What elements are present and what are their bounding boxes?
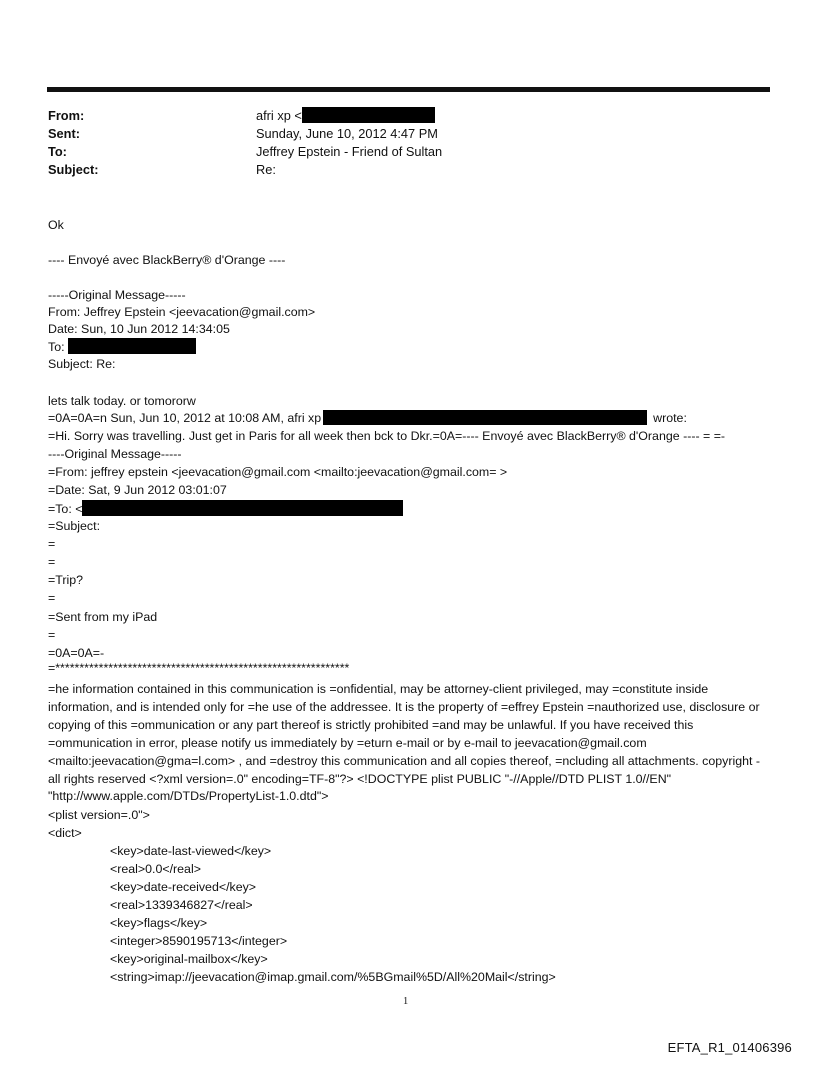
original-to — [48, 338, 196, 356]
from-label: From: — [48, 108, 85, 123]
original-message-marker-2: ----Original Message----- — [48, 447, 182, 461]
quote-intro-wrote: wrote: — [653, 411, 687, 425]
equals-line: = — [48, 537, 56, 551]
redaction-box — [68, 338, 196, 354]
xml-line: <real>1339346827</real> — [110, 898, 253, 912]
subject-value: Re: — [256, 162, 276, 177]
page-number: 1 — [403, 996, 409, 1007]
equals-line: = — [48, 591, 56, 605]
sent-from-ipad: =Sent from my iPad — [48, 610, 158, 624]
asterisk-line: =************************************************************* — [48, 661, 350, 675]
top-rule — [47, 87, 770, 92]
signature-line: ---- Envoyé avec BlackBerry® d'Orange ---- — [48, 253, 286, 267]
quoted-line: =Hi. Sorry was travelling. Just get in Paris for all week then bck to Dkr.=0A=---- Envoyé avec BlackBerry® d'Orange ---- = =- — [48, 429, 726, 443]
from-value-text: afri xp < — [256, 108, 302, 123]
xml-line: <key>flags</key> — [110, 916, 208, 930]
original-from-2: =From: jeffrey epstein <jeevacation@gmail.com <mailto:jeevacation@gmail.com= > — [48, 465, 508, 479]
redaction-box — [302, 107, 435, 123]
original-subject: Subject: Re: — [48, 357, 116, 371]
original-to-2 — [48, 500, 403, 518]
redaction-box — [82, 500, 403, 516]
trip-line: =Trip? — [48, 573, 84, 587]
sent-value: Sunday, June 10, 2012 4:47 PM — [256, 126, 438, 141]
redaction-box — [323, 410, 647, 425]
xml-line: <key>original-mailbox</key> — [110, 952, 268, 966]
reply-text: Ok — [48, 218, 64, 232]
quote-intro — [48, 410, 687, 427]
document-id: EFTA_R1_01406396 — [667, 1040, 792, 1055]
from-value — [256, 107, 435, 125]
equals-line: = — [48, 555, 56, 569]
xml-line: <integer>8590195713</integer> — [110, 934, 288, 948]
to-value: Jeffrey Epstein - Friend of Sultan — [256, 144, 443, 159]
sent-label: Sent: — [48, 126, 80, 141]
xml-line: <key>date-last-viewed</key> — [110, 844, 272, 858]
plist-tag: <plist version=.0"> — [48, 808, 150, 822]
original-subject-2: =Subject: — [48, 519, 101, 533]
equals-line: = — [48, 628, 56, 642]
encoded-line: =0A=0A=- — [48, 646, 105, 660]
subject-label: Subject: — [48, 162, 99, 177]
message-text: lets talk today. or tomororw — [48, 394, 196, 408]
original-to-2-label: =To: < — [48, 502, 83, 516]
original-message-marker: -----Original Message----- — [48, 288, 186, 302]
disclaimer-paragraph: =he information contained in this communication is =onfidential, may be attorney-client privileged, may =constitute inside information, and is intended only for =he use of the addressee. It is the property of =effrey Epstein =nauthorized use, disclosure or copying of this =ommunication or any part thereof is strictly prohibited =and may be unlawful. If you have received this =ommunication in error, please notify us immediately by =eturn e-mail or by e-mail to jeevacation@gmail.com <mailto:jeevacation@gma=l.com> , and =destroy this communication and all copies thereof, =ncluding all attachments. copyright -all rights reserved <?xml version=.0" encoding=TF-8"?> <!DOCTYPE plist PUBLIC "-//Apple//DTD PLIST 1.0//EN" "http://www.apple.com/DTDs/PropertyList-1.0.dtd"> — [48, 682, 760, 804]
original-from: From: Jeffrey Epstein <jeevacation@gmail.com> — [48, 305, 316, 319]
original-date: Date: Sun, 10 Jun 2012 14:34:05 — [48, 322, 230, 336]
original-to-label: To: — [48, 340, 68, 354]
xml-line: <real>0.0</real> — [110, 862, 201, 876]
to-label: To: — [48, 144, 67, 159]
quote-intro-text: =0A=0A=n Sun, Jun 10, 2012 at 10:08 AM, afri xp — [48, 411, 322, 425]
xml-line: <key>date-received</key> — [110, 880, 257, 894]
dict-tag: <dict> — [48, 826, 82, 840]
xml-line: <string>imap://jeevacation@imap.gmail.com/%5BGmail%5D/All%20Mail</string> — [110, 970, 556, 984]
original-date-2: =Date: Sat, 9 Jun 2012 03:01:07 — [48, 483, 227, 497]
